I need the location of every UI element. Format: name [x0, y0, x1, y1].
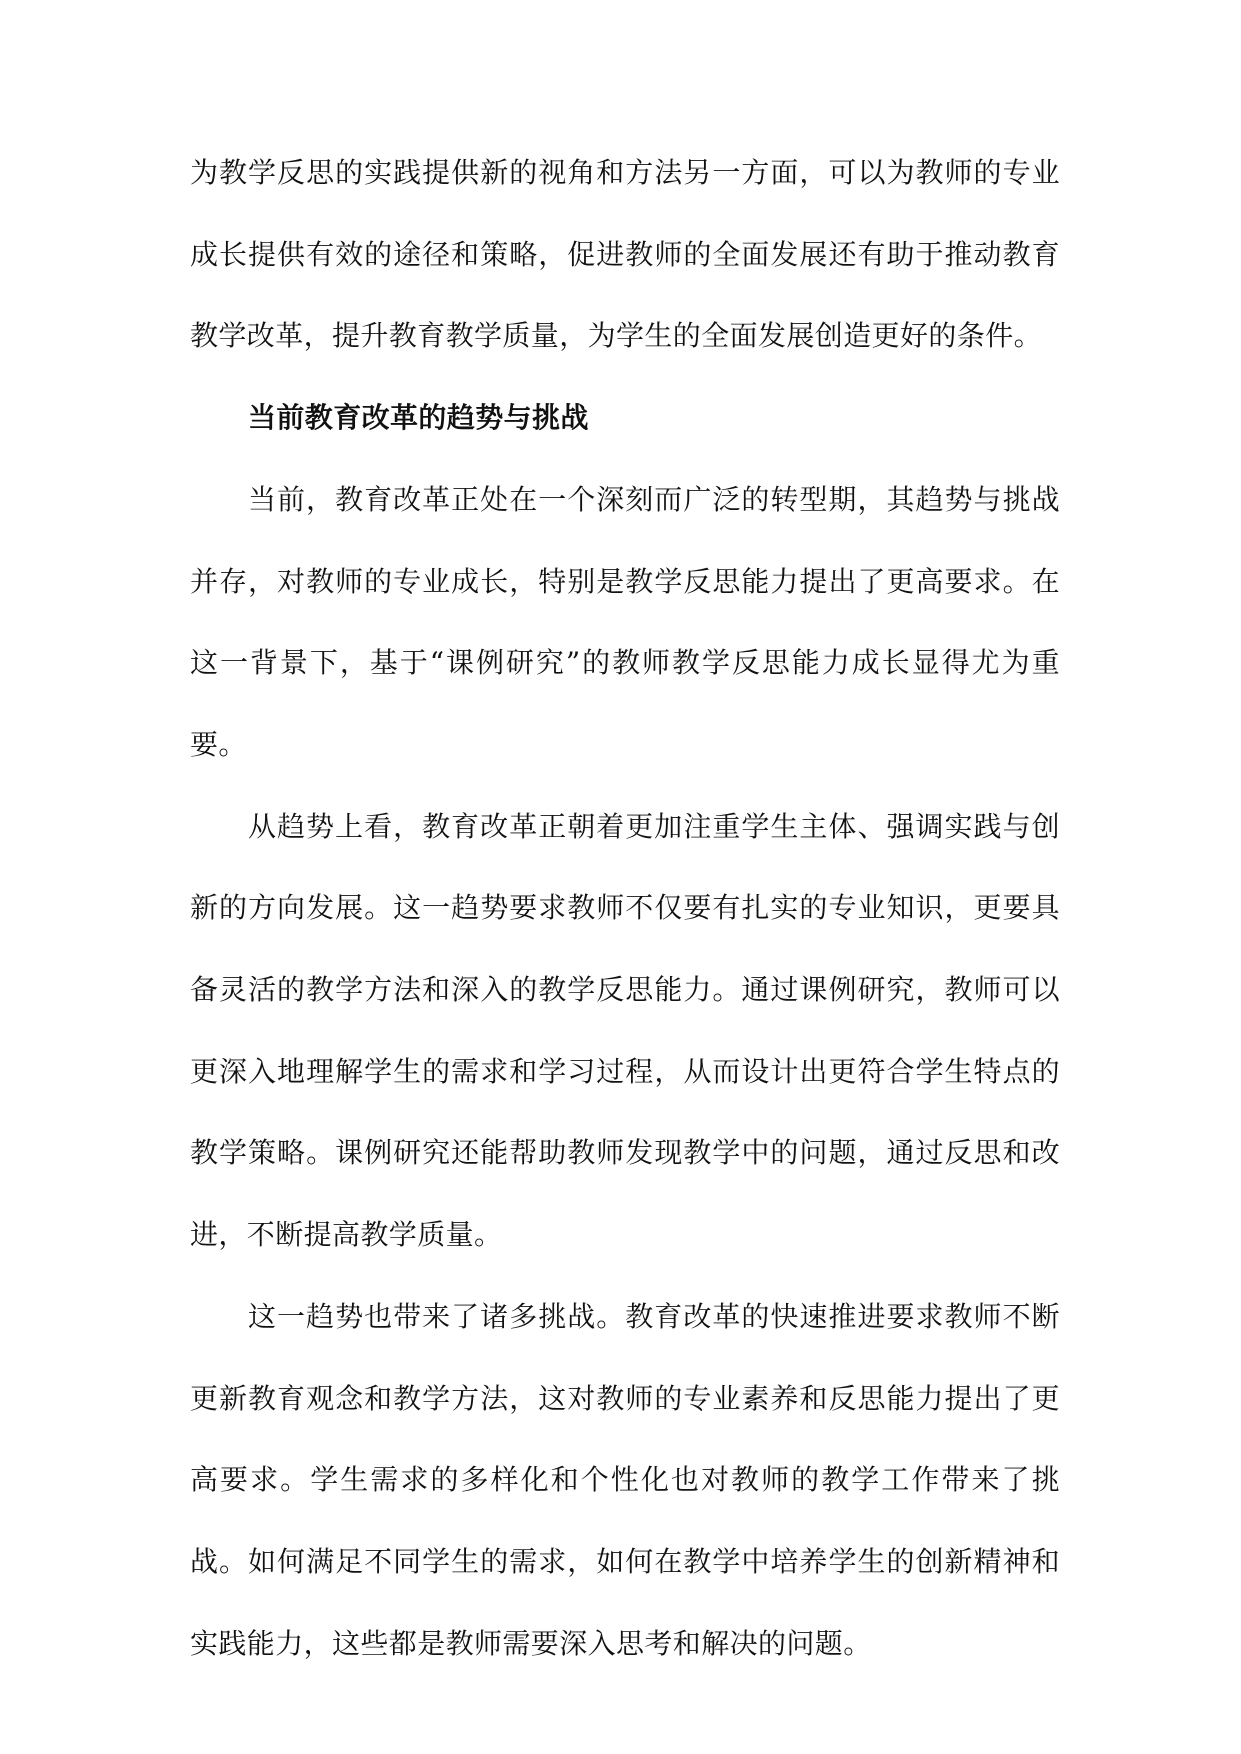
paragraph-reform-trends: 从趋势上看，教育改革正朝着更加注重学生主体、强调实践与创新的方向发展。这一趋势要求教师不仅要有扎实的专业知识，更要具备灵活的教学方法和深入的教学反思能力。通过课例研究，教师可以更深入地理解学生的需求和学习过程，从而设计出更符合学生特点的教学策略。课例研究还能帮助教师发现教学中的问题，通过反思和改进，不断提高教学质量。 — [190, 809, 1060, 1252]
paragraph-reform-context: 当前，教育改革正处在一个深刻而广泛的转型期，其趋势与挑战并存，对教师的专业成长，特别是教学反思能力提出了更高要求。在这一背景下，基于“课例研究”的教师教学反思能力成长显得尤为重要。 — [190, 482, 1060, 761]
paragraph-reform-challenges: 这一趋势也带来了诸多挑战。教育改革的快速推进要求教师不断更新教育观念和教学方法，这对教师的专业素养和反思能力提出了更高要求。学生需求的多样化和个性化也对教师的教学工作带来了挑战。如何满足不同学生的需求，如何在教学中培养学生的创新精神和实践能力，这些都是教师需要深入思考和解决的问题。 — [190, 1299, 1060, 1660]
document-body — [190, 132, 1060, 1684]
paragraph-continued: 为教学反思的实践提供新的视角和方法另一方面，可以为教师的专业成长提供有效的途径和策略，促进教师的全面发展还有助于推动教育教学改革，提升教育教学质量，为学生的全面发展创造更好的条件。 — [190, 156, 1060, 353]
section-heading: 当前教育改革的趋势与挑战 — [248, 401, 589, 435]
